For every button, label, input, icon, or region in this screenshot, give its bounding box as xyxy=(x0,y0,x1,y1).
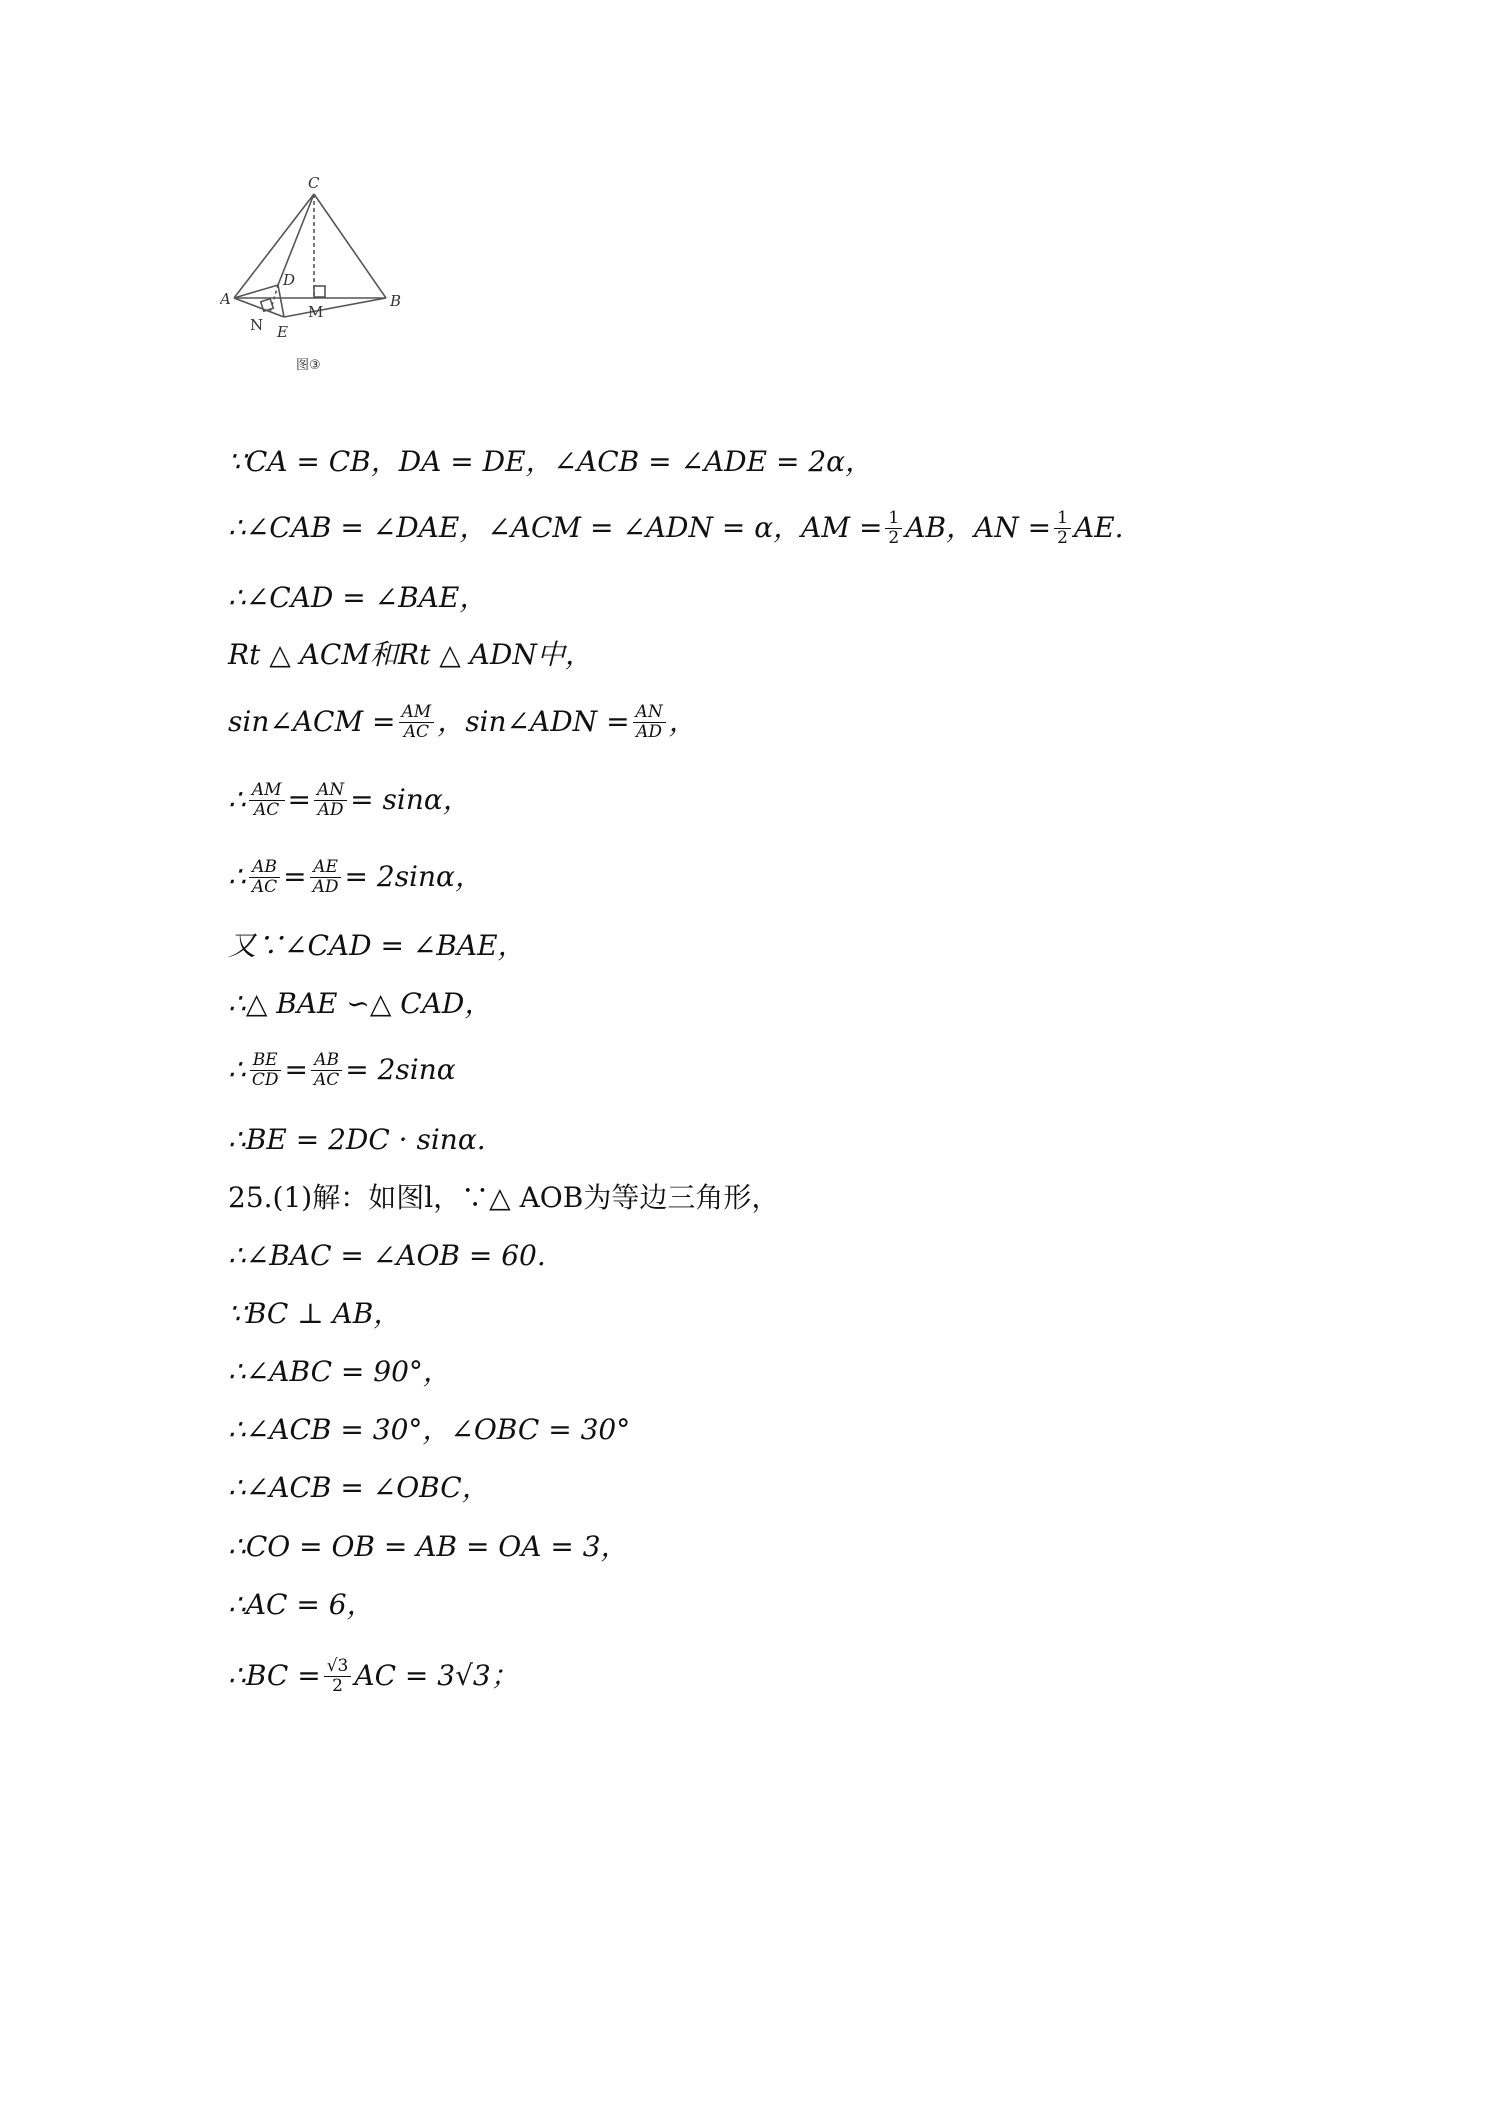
fraction-numerator: 1 xyxy=(885,509,902,529)
line-1-text: ∵CA = CB，DA = DE，∠ACB = ∠ADE = 2α， xyxy=(228,445,874,478)
line-20 xyxy=(228,1656,519,1696)
label-n: N xyxy=(250,316,264,334)
line-2-mid: AB，AN = xyxy=(905,511,1052,544)
fraction-numerator: AM xyxy=(399,703,435,723)
line-13 xyxy=(228,1236,546,1276)
fraction-numerator: AN xyxy=(314,781,347,801)
fraction-denominator: AD xyxy=(636,721,663,742)
fraction-half xyxy=(1054,509,1071,548)
line-18 xyxy=(228,1527,629,1567)
fraction-ab-ac xyxy=(249,858,280,897)
fraction-denominator: AC xyxy=(251,876,278,897)
fraction-numerator: AB xyxy=(249,858,280,878)
line-7 xyxy=(228,857,483,897)
fraction-denominator: AC xyxy=(403,721,429,742)
line-2-pre: ∴∠CAB = ∠DAE，∠ACM = ∠ADN = α，AM = xyxy=(228,511,883,544)
line-10-post: = 2sinα xyxy=(345,1053,456,1086)
label-m: M xyxy=(308,303,324,321)
triangle-diagram xyxy=(220,172,420,382)
line-12 xyxy=(228,1178,779,1218)
line-4 xyxy=(228,635,593,675)
edge-ac xyxy=(234,194,314,298)
line-2-post: AE. xyxy=(1073,511,1124,544)
line-13-text: ∴∠BAC = ∠AOB = 60. xyxy=(228,1239,546,1272)
line-10-pre: ∴ xyxy=(228,1053,246,1086)
fraction-denominator: AC xyxy=(313,1069,340,1090)
fraction-am-ac xyxy=(399,703,435,742)
line-5-post: ， xyxy=(668,705,697,738)
line-17 xyxy=(228,1468,490,1508)
line-14-text: ∵BC ⊥ AB， xyxy=(228,1297,402,1330)
line-7-mid: = xyxy=(283,860,307,893)
fraction-denominator: AD xyxy=(317,799,344,820)
fraction-denominator: 2 xyxy=(332,1675,343,1696)
line-11-text: ∴BE = 2DC · sinα. xyxy=(228,1123,486,1156)
line-7-post: = 2sinα， xyxy=(344,860,483,893)
fraction-numerator: √3 xyxy=(324,1657,352,1677)
label-a: A xyxy=(220,290,231,308)
line-15-text: ∴∠ABC = 90°， xyxy=(228,1355,451,1388)
label-c: C xyxy=(308,174,320,192)
fraction-be-cd xyxy=(249,1051,282,1090)
fraction-denominator: AD xyxy=(312,876,339,897)
fraction-sqrt3-2 xyxy=(324,1657,352,1696)
line-3-text: ∴∠CAD = ∠BAE， xyxy=(228,581,488,614)
line-15 xyxy=(228,1352,451,1392)
line-6 xyxy=(228,780,471,820)
fraction-numerator: 1 xyxy=(1054,509,1071,529)
line-8 xyxy=(228,926,526,966)
line-9-text: ∴△ BAE ∽△ CAD， xyxy=(228,987,493,1020)
edge-ae xyxy=(234,298,284,317)
right-angle-m xyxy=(314,286,325,297)
line-18-text: ∴CO = OB = AB = OA = 3， xyxy=(228,1530,629,1563)
line-4-text: Rt △ ACM和Rt △ ADN中， xyxy=(228,638,593,671)
fraction-denominator: 2 xyxy=(888,527,900,548)
label-d: D xyxy=(283,271,296,289)
line-5-mid: ，sin∠ADN = xyxy=(437,705,630,738)
line-20-pre: ∴BC = xyxy=(228,1659,321,1692)
line-9 xyxy=(228,984,492,1024)
fraction-denominator: CD xyxy=(251,1069,279,1090)
edge-ad xyxy=(234,285,278,298)
fraction-half xyxy=(885,509,902,548)
line-6-pre: ∴ xyxy=(228,783,246,816)
line-14 xyxy=(228,1294,401,1334)
line-8-text: 又∵∠CAD = ∠BAE， xyxy=(228,929,526,962)
line-16-text: ∴∠ACB = 30°，∠OBC = 30° xyxy=(228,1413,631,1446)
line-6-post: = sinα， xyxy=(350,783,471,816)
edge-de xyxy=(278,285,284,317)
fraction-numerator: AE xyxy=(310,858,341,878)
line-2 xyxy=(228,508,1124,548)
fraction-numerator: AB xyxy=(311,1051,342,1071)
label-e: E xyxy=(277,323,288,341)
fraction-an-ad xyxy=(633,703,666,742)
right-angle-n xyxy=(261,299,274,312)
line-11 xyxy=(228,1120,486,1160)
line-10-mid: = xyxy=(284,1053,308,1086)
line-10 xyxy=(228,1050,456,1090)
geometry-figure xyxy=(220,172,420,382)
line-5-pre: sin∠ACM = xyxy=(228,705,396,738)
line-6-mid: = xyxy=(287,783,311,816)
line-20-post: AC = 3√3； xyxy=(354,1659,519,1692)
line-19-text: ∴AC = 6， xyxy=(228,1588,375,1621)
fraction-ae-ad xyxy=(310,858,342,897)
fraction-denominator: AC xyxy=(254,799,280,820)
fraction-am-ac xyxy=(249,781,285,820)
line-3 xyxy=(228,578,487,618)
edge-cb xyxy=(314,194,386,298)
fraction-numerator: BE xyxy=(250,1051,281,1071)
figure-caption: 图③ xyxy=(296,358,321,373)
line-7-pre: ∴ xyxy=(228,860,246,893)
line-1 xyxy=(228,442,873,482)
line-19 xyxy=(228,1585,375,1625)
line-5 xyxy=(228,702,697,742)
label-b: B xyxy=(390,292,402,310)
line-12-text: 25.(1)解：如图l，∵△ AOB为等边三角形， xyxy=(228,1181,780,1214)
fraction-numerator: AM xyxy=(249,781,285,801)
fraction-an-ad xyxy=(314,781,347,820)
edge-eb xyxy=(284,298,386,317)
fraction-numerator: AN xyxy=(633,703,666,723)
fraction-denominator: 2 xyxy=(1057,527,1068,548)
line-17-text: ∴∠ACB = ∠OBC， xyxy=(228,1471,490,1504)
fraction-ab-ac xyxy=(311,1051,342,1090)
line-16 xyxy=(228,1410,630,1450)
